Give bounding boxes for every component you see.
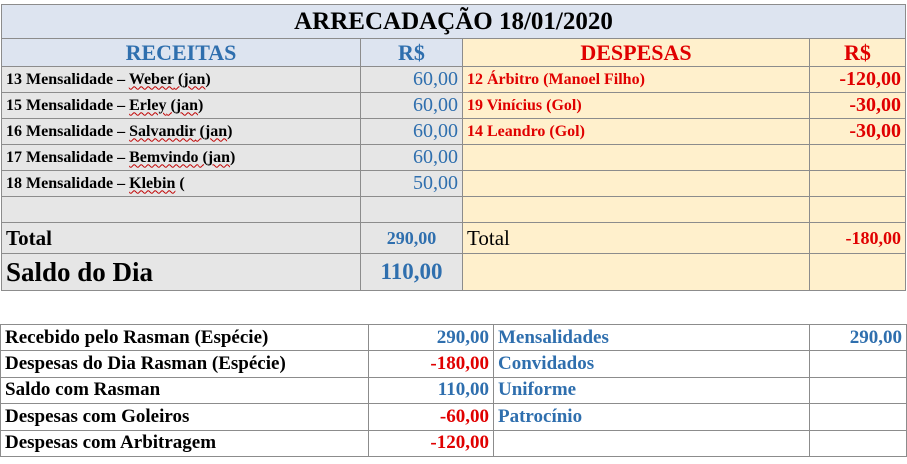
category-label: Mensalidades	[494, 325, 810, 351]
category-value	[810, 351, 907, 377]
despesa-item: 14 Leandro (Gol)	[463, 119, 810, 145]
category-label: Patrocínio	[494, 404, 810, 430]
despesa-value-empty	[810, 145, 906, 171]
summary-label: Recebido pelo Rasman (Espécie)	[1, 325, 369, 351]
despesa-item-empty	[463, 197, 810, 223]
receita-item: 15 Mensalidade – Erley (jan)	[2, 93, 361, 119]
despesas-currency-header: R$	[810, 39, 906, 67]
despesas-empty-cell	[463, 254, 810, 291]
summary-label: Despesas com Arbitragem	[1, 430, 369, 456]
receita-value: 60,00	[361, 67, 463, 93]
category-value	[810, 377, 907, 403]
category-label: Convidados	[494, 351, 810, 377]
despesas-total-label: Total	[463, 223, 810, 254]
summary-label: Saldo com Rasman	[1, 377, 369, 403]
category-value: 290,00	[810, 325, 907, 351]
despesas-total-value: -180,00	[810, 223, 906, 254]
summary-row	[1, 377, 907, 403]
receita-item: 13 Mensalidade – Weber (jan)	[2, 67, 361, 93]
despesa-value: -30,00	[810, 93, 906, 119]
receitas-header: RECEITAS	[2, 39, 361, 67]
receita-value: 50,00	[361, 171, 463, 197]
despesa-item-empty	[463, 145, 810, 171]
receita-value-empty	[361, 197, 463, 223]
arrecadacao-table	[1, 4, 906, 291]
summary-label: Despesas com Goleiros	[1, 404, 369, 430]
despesa-value: -30,00	[810, 119, 906, 145]
despesas-header: DESPESAS	[463, 39, 810, 67]
receita-value: 60,00	[361, 145, 463, 171]
summary-row	[1, 351, 907, 377]
despesa-item: 12 Árbitro (Manoel Filho)	[463, 67, 810, 93]
category-label	[494, 430, 810, 456]
despesa-value-empty	[810, 171, 906, 197]
page-title: ARRECADAÇÃO 18/01/2020	[2, 5, 906, 39]
despesa-item: 19 Vinícius (Gol)	[463, 93, 810, 119]
summary-value: 110,00	[369, 377, 494, 403]
summary-row	[1, 430, 907, 456]
receitas-total-value: 290,00	[361, 223, 463, 254]
receita-item: 18 Mensalidade – Klebin (	[2, 171, 361, 197]
category-label: Uniforme	[494, 377, 810, 403]
despesa-value-empty	[810, 197, 906, 223]
summary-value: 290,00	[369, 325, 494, 351]
receitas-currency-header: R$	[361, 39, 463, 67]
summary-row	[1, 325, 907, 351]
receita-value: 60,00	[361, 119, 463, 145]
summary-row	[1, 404, 907, 430]
despesas-empty-cell	[810, 254, 906, 291]
summary-value: -180,00	[369, 351, 494, 377]
category-value	[810, 404, 907, 430]
saldo-label: Saldo do Dia	[2, 254, 361, 291]
despesa-value: -120,00	[810, 67, 906, 93]
category-value	[810, 430, 907, 456]
summary-value: -60,00	[369, 404, 494, 430]
receita-item-empty	[2, 197, 361, 223]
summary-table	[0, 324, 907, 457]
receita-item: 17 Mensalidade – Bemvindo (jan)	[2, 145, 361, 171]
receitas-total-label: Total	[2, 223, 361, 254]
summary-value: -120,00	[369, 430, 494, 456]
despesa-item-empty	[463, 171, 810, 197]
summary-label: Despesas do Dia Rasman (Espécie)	[1, 351, 369, 377]
saldo-value: 110,00	[361, 254, 463, 291]
receita-value: 60,00	[361, 93, 463, 119]
receita-item: 16 Mensalidade – Salvandir (jan)	[2, 119, 361, 145]
